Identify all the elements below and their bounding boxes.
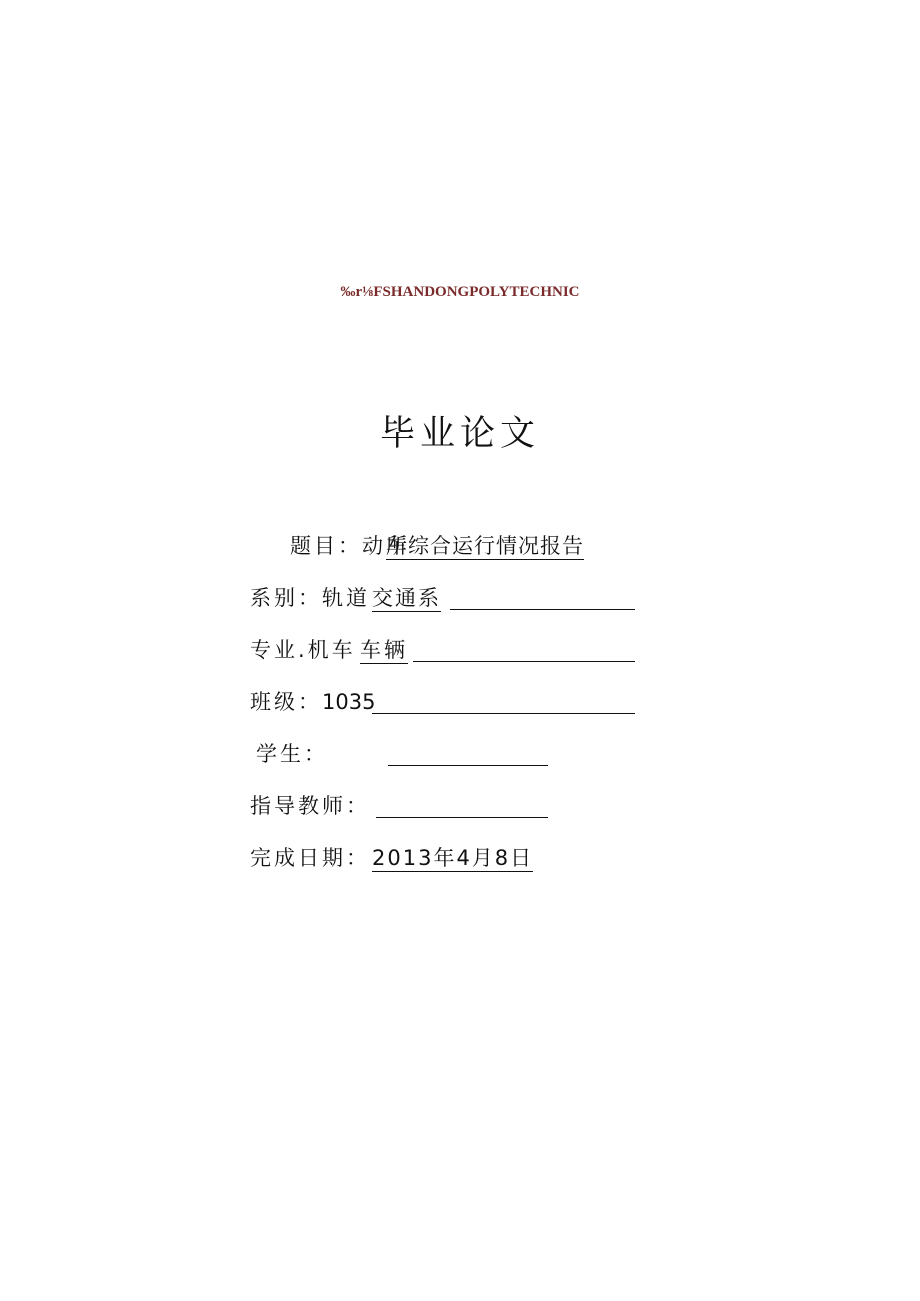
topic-row <box>290 530 640 562</box>
document-title: 毕业论文 <box>379 414 540 454</box>
department-value: 交通系 <box>372 582 441 612</box>
advisor-label: 指导教师： <box>250 794 370 818</box>
department-row <box>250 582 640 614</box>
major-label: 专业.机车 <box>250 638 356 662</box>
school-header-english: ‰r⅛FSHANDONGPOLYTECHNIC <box>340 284 580 300</box>
department-blank-line <box>450 609 635 610</box>
advisor-row <box>250 790 550 822</box>
topic-value: 所综合运行情况报告 <box>386 530 584 560</box>
major-row <box>250 634 640 666</box>
date-value: 2013年4月8日 <box>372 842 533 872</box>
department-label: 系别：轨道 <box>250 586 370 610</box>
advisor-blank-line <box>376 817 548 818</box>
class-label: 班级： <box>250 690 322 714</box>
major-blank-line <box>413 661 635 662</box>
class-blank-line <box>372 713 635 714</box>
date-row <box>250 842 560 874</box>
student-row <box>256 738 556 770</box>
topic-label: 题目：动车 <box>290 534 410 558</box>
student-blank-line <box>388 765 548 766</box>
student-label: 学生： <box>256 742 328 766</box>
date-label: 完成日期： <box>250 846 370 870</box>
class-row <box>250 686 640 718</box>
class-value: 1035 <box>322 690 376 714</box>
major-value: 车辆 <box>360 634 408 664</box>
